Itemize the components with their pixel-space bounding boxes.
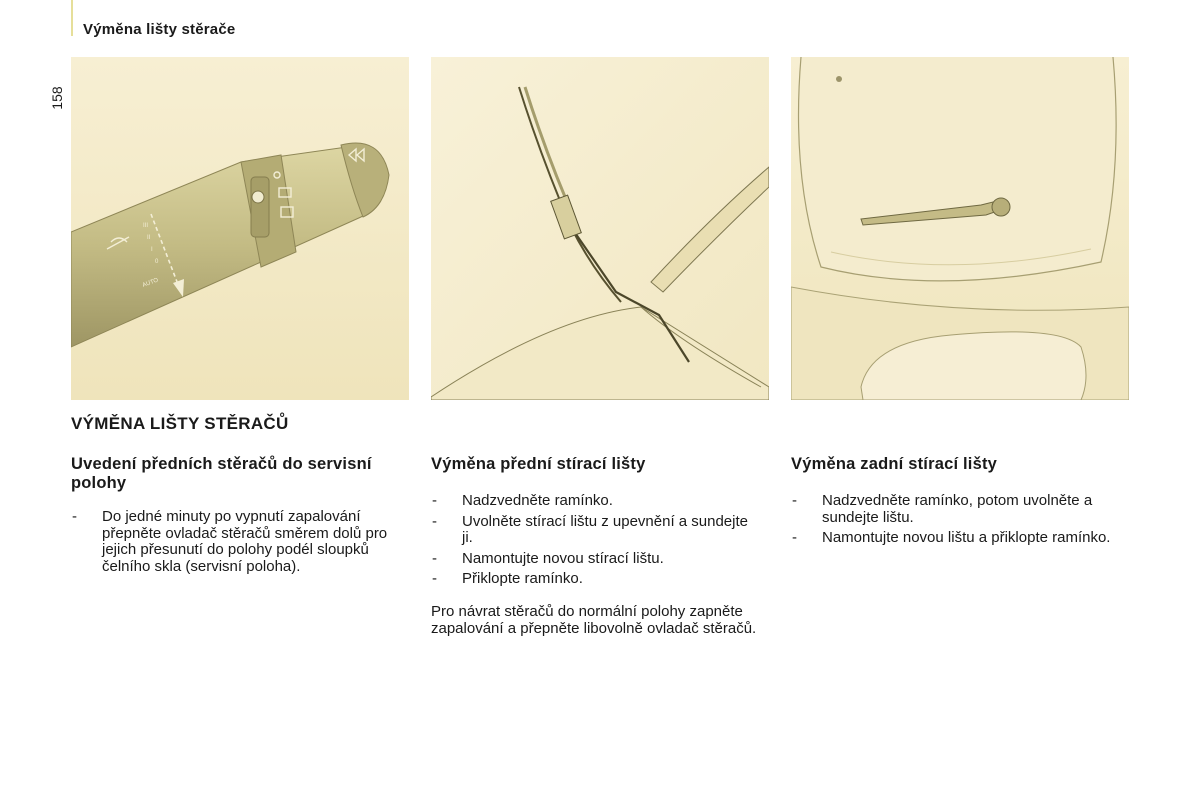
running-header-title: Výměna lišty stěrače <box>83 21 236 38</box>
front-wiper-illustration <box>431 57 769 400</box>
list-item: - Nadzvedněte ramínko, potom uvolněte a sundejte lištu. <box>792 492 1093 526</box>
page-number: 158 <box>49 86 65 110</box>
list-item: - Uvolněte stírací lištu z upevnění a sundejte ji. <box>432 512 748 546</box>
list-item: - Namontujte novou stírací lištu. <box>432 549 664 567</box>
front-blade-note: Pro návrat stěračů do normální polohy zapněte zapalování a přepněte libovolně ovladač stěračů. <box>431 603 757 637</box>
stalk-position-3: III <box>143 223 149 229</box>
stalk-position-2: II <box>147 235 151 241</box>
list-item: - Do jedné minuty po vypnutí zapalování přepněte ovladač stěračů směrem dolů pro jejich přesunutí do polohy podél sloupků čelního skla (servisní poloha). <box>72 508 388 575</box>
header-tab-accent <box>71 0 73 36</box>
list-item: - Nadzvedněte ramínko. <box>432 492 613 509</box>
stalk-position-0: 0 <box>155 259 159 265</box>
bullet-list-front-blade <box>431 493 761 592</box>
rear-wiper-illustration <box>791 57 1129 400</box>
section-title: VÝMĚNA LIŠTY STĚRAČŮ <box>71 414 289 433</box>
figure-wiper-stalk <box>71 57 409 400</box>
bullet-list-rear-blade <box>791 493 1116 551</box>
subtitle-front-blade: Výměna přední stírací lišty <box>431 455 646 473</box>
wiper-stalk-illustration <box>71 57 409 400</box>
stalk-auto-label: AUTO <box>141 277 160 289</box>
list-item: - Přiklopte ramínko. <box>432 570 583 587</box>
figure-rear-wiper <box>791 57 1129 400</box>
bullet-list-service-position <box>71 509 401 579</box>
figure-front-wiper <box>431 57 769 400</box>
subtitle-rear-blade: Výměna zadní stírací lišty <box>791 455 998 473</box>
stalk-position-1: I <box>151 247 153 253</box>
subtitle-service-position: Uvedení předních stěračů do servisní polohy <box>71 455 372 492</box>
list-item: - Namontujte novou lištu a přiklopte ramínko. <box>792 529 1111 546</box>
